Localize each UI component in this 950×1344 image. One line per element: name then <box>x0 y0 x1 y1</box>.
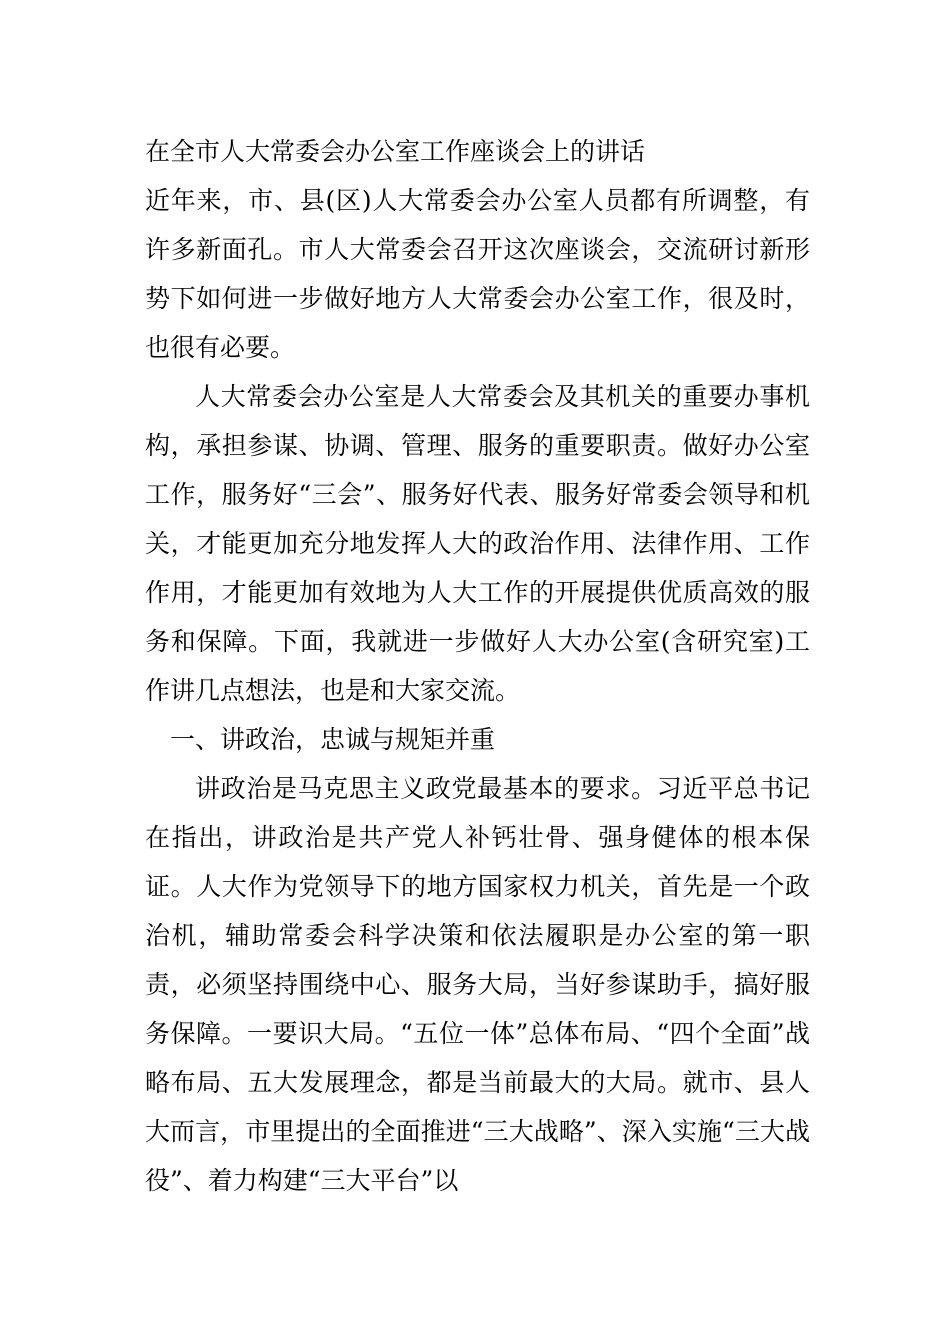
document-title: 在全市人大常委会办公室工作座谈会上的讲话 <box>145 137 646 166</box>
section-heading-1: 一、讲政治，忠诚与规矩并重 <box>170 725 496 754</box>
paragraph-intro: 近年来，市、县(区)人大常委会办公室人员都有所调整，有许多新面孔。市人大常委会召开这次座谈会，交流研讨新形势下如何进一步做好地方人大常委会办公室工作，很及时，也很有必要。 <box>145 186 810 362</box>
paragraph-politics: 讲政治是马克思主义政党最基本的要求。习近平总书记在指出，讲政治是共产党人补钙壮骨、强身健体的根本保证。人大作为党领导下的地方国家权力机关，首先是一个政治机，辅助常委会科学决策和依法履职是办公室的第一职责，必须坚持围绕中心、服务大局，当好参谋助手，搞好服务保障。一要识大局。“五位一体”总体布局、“四个全面”战略布局、五大发展理念，都是当前最大的大局。就市、县人大而言，市里提出的全面推进“三大战略”、深入实施“三大战役”、着力构建“三大平台”以 <box>145 774 810 1195</box>
document-page <box>145 128 810 1205</box>
paragraph-office-role: 人大常委会办公室是人大常委会及其机关的重要办事机构，承担参谋、协调、管理、服务的重要职责。做好办公室工作，服务好“三会”、服务好代表、服务好常委会领导和机关，才能更加充分地发挥人大的政治作用、法律作用、工作作用，才能更加有效地为人大工作的开展提供优质高效的服务和保障。下面，我就进一步做好人大办公室(含研究室)工作讲几点想法，也是和大家交流。 <box>145 382 810 705</box>
